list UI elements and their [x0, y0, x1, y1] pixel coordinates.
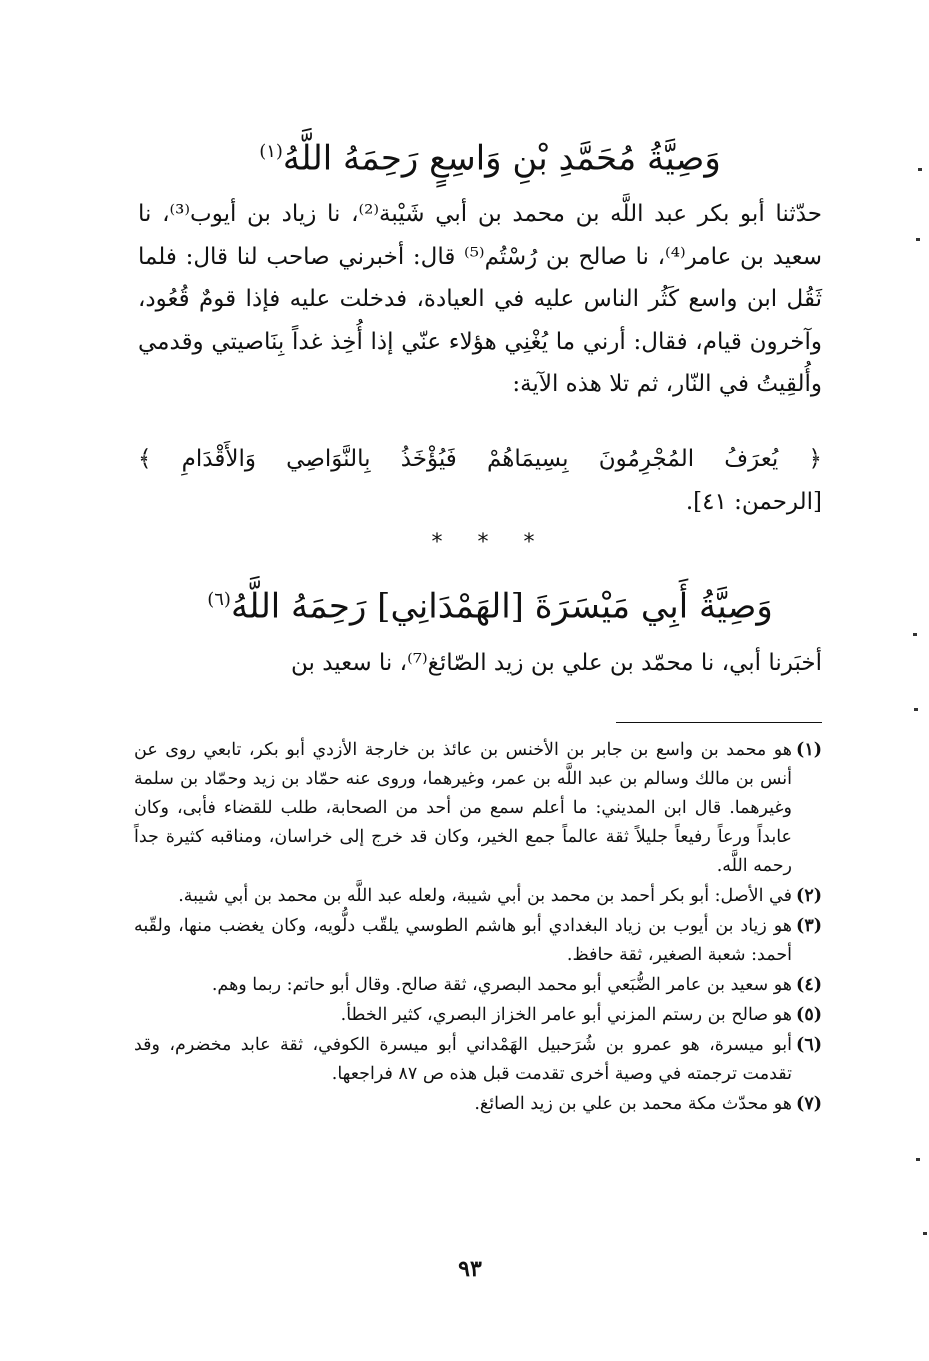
footnote [134, 1090, 822, 1119]
section-separator: * * * [431, 530, 549, 555]
verse-reference: [الرحمن: ٤١]. [685, 488, 822, 515]
section-heading-abu-maysara [150, 576, 830, 630]
scan-speck [916, 1158, 920, 1161]
narration-paragraph: حدّثنا أبو بكر عبد اللَّه بن محمد بن أبي شَيْبة⁽²⁾، نا زياد بن أيوب⁽³⁾، نا سعيد بن عامر⁽⁴⁾، نا صالح بن رُسْتُم⁽⁵⁾ قال: أخبرني صاحب لنا قال: فلما ثَقُل ابن واسع كَثُر الناس عليه في العيادة، فدخلت عليه فإذا قومٌ قُعُود، وآخرون قيام، فقال: أرني ما يُغْنِي هؤلاء عنّي إذا أُخِذ غداً بِنَاصيتي وقدمي وأُلقِيتُ في النّار، ثم تلا هذه الآية: [138, 201, 823, 397]
quran-verse: ﴿ يُعرَفُ المُجْرِمُونَ بِسِيمَاهُمْ فَيُؤْخَذُ بِالنَّوَاصِي وَالأَقْدَامِ ﴾ [138, 446, 822, 472]
footnote-number: (٥) [796, 1005, 822, 1025]
scan-speck [916, 238, 920, 241]
footnote-text: في الأصل: أبو بكر أحمد بن محمد بن أبي شيبة، ولعله عبد اللَّه بن محمد بن أبي شيبة. [178, 886, 792, 906]
footnote [134, 736, 822, 881]
footnote-text: هو محمد بن واسع بن جابر بن الأخنس بن عائذ بن خارجة الأزدي أبو بكر، تابعي روى عن أنس بن مالك وسالم بن عبد اللَّه بن عمر، وغيرهما، وروى عنه حمّاد بن زيد وحمّاد بن سلمة وغيرهما. قال ابن المديني: ما أعلم سمع من أحد من الصحابة، طلب للقضاء فأبى، وكان عابداً ورعاً رفيعاً جليلاً ثقة عالماً جمع الخير، وكان قد خرج إلى خراسان، ومناقبه كثيرة جداً رحمه اللَّه. [134, 740, 792, 876]
footnote-number: (٧) [796, 1094, 822, 1114]
scan-speck [918, 168, 922, 171]
heading-text: وَصِيَّةُ أَبِي مَيْسَرَةَ [الهَمْدَانِي] رَحِمَهُ اللَّهُ [230, 586, 773, 627]
footnote-number: (٤) [796, 975, 822, 995]
heading-footnote-ref: (١) [259, 141, 283, 162]
footnote [134, 882, 822, 911]
footnote-text: هو سعيد بن عامر الضُّبَعي أبو محمد البصري، ثقة صالح. وقال أبو حاتم: ربما وهم. [211, 975, 792, 995]
page-number: ٩٣ [458, 1256, 482, 1282]
footnote-text: هو محدّث مكة محمد بن علي بن زيد الصائغ. [474, 1094, 792, 1114]
footnote [134, 912, 822, 970]
heading-footnote-ref: (٦) [207, 589, 231, 610]
footnote-number: (٢) [796, 886, 822, 906]
footnote [134, 1031, 822, 1089]
footnote [134, 1001, 822, 1030]
footnote-number: (١) [796, 740, 822, 760]
heading-text: وَصِيَّةُ مُحَمَّدِ بْنِ وَاسِعٍ رَحِمَهُ اللَّهُ [282, 138, 721, 179]
footnote-number: (٣) [796, 916, 822, 936]
scan-speck [923, 1232, 927, 1235]
footnote-divider [616, 722, 822, 723]
footnote-text: أبو ميسرة، هو عمرو بن شُرَحبيل الهَمْداني أبو ميسرة الكوفي، ثقة عابد مخضرم، وقد تقدمت ترجمته في وصية أخرى تقدمت قبل هذه ص ٨٧ فراجعها. [134, 1035, 792, 1084]
footnote-text: هو صالح بن رستم المزني أبو عامر الخزاز البصري، كثير الخطأ. [340, 1005, 792, 1025]
footnote-number: (٦) [796, 1035, 822, 1055]
quran-verse-block [138, 438, 822, 523]
narration-paragraph: أخبَرنا أبي، نا محمّد بن علي بن زيد الصّائغ⁽⁷⁾، نا سعيد بن [291, 650, 822, 676]
section-heading-muhammad-ibn-wasi [150, 128, 830, 182]
footnote [134, 971, 822, 1000]
footnote-text: هو زياد بن أيوب بن زياد البغدادي أبو هاشم الطوسي يلقّب دلُّويه، وكان يغضب منها، ولقّبه أحمد: شعبة الصغير، ثقة حافظ. [134, 916, 792, 965]
scan-speck [913, 633, 917, 636]
footnotes-section [134, 736, 822, 1120]
scan-speck [914, 708, 918, 711]
